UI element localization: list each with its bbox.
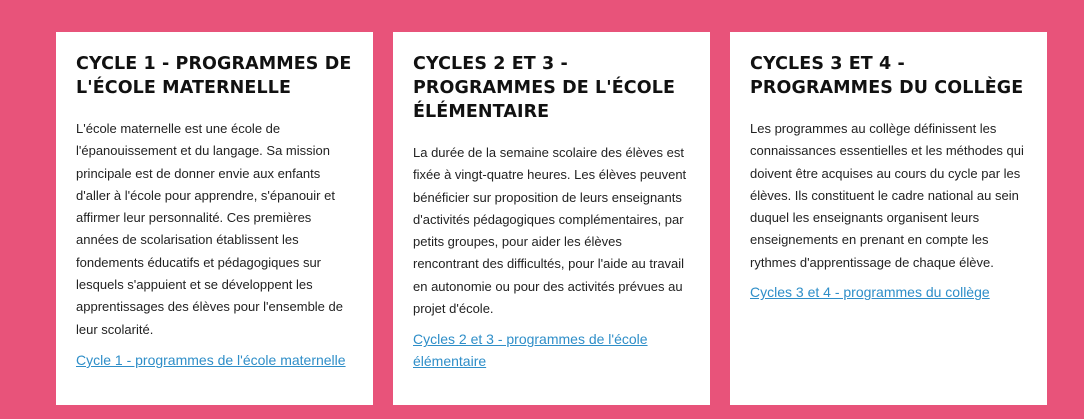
card-cycles-3-4 [730, 32, 1047, 405]
cycles-3-4-link[interactable]: Cycles 3 et 4 - programmes du collège [750, 284, 990, 301]
card-description: La durée de la semaine scolaire des élèves est fixée à vingt-quatre heures. Les élèves peuvent bénéficier sur proposition de leurs enseignants d'activités pédagogiques complémentaires, par petits groupes, pour aider les élèves rencontrant des difficultés, pour l'aide au travail en autonomie ou pour des activités prévues au projet d'école. [413, 145, 687, 317]
card-cycle-1 [56, 32, 373, 405]
card-cycles-2-3 [393, 32, 710, 405]
card-title: CYCLES 3 ET 4 - PROGRAMMES DU COLLÈGE [750, 54, 1024, 98]
cycles-2-3-link[interactable]: Cycles 2 et 3 - programmes de l'école élémentaire [413, 331, 648, 370]
card-title: CYCLES 2 ET 3 - PROGRAMMES DE L'ÉCOLE ÉLÉMENTAIRE [413, 54, 676, 122]
card-description: Les programmes au collège définissent les connaissances essentielles et les méthodes qui doivent être acquises au cours du cycle par les élèves. Ils constituent le cadre national au sein duquel les enseignants organisent leurs enseignements en prenant en compte les rythmes d'apprentissage de chaque élève. [750, 121, 1024, 270]
card-title: CYCLE 1 - PROGRAMMES DE L'ÉCOLE MATERNELLE [76, 54, 352, 98]
cycle-1-link[interactable]: Cycle 1 - programmes de l'école maternelle [76, 351, 346, 368]
card-description: L'école maternelle est une école de l'épanouissement et du langage. Sa mission principale est de donner envie aux enfants d'aller à l'école pour apprendre, s'épanouir et affirmer leur personnalité. Ces premières années de scolarisation établissent les fondements éducatifs et pédagogiques sur lesquels s'appuient et se développent les apprentissages des élèves pour l'ensemble de leur scolarité. [76, 121, 343, 337]
